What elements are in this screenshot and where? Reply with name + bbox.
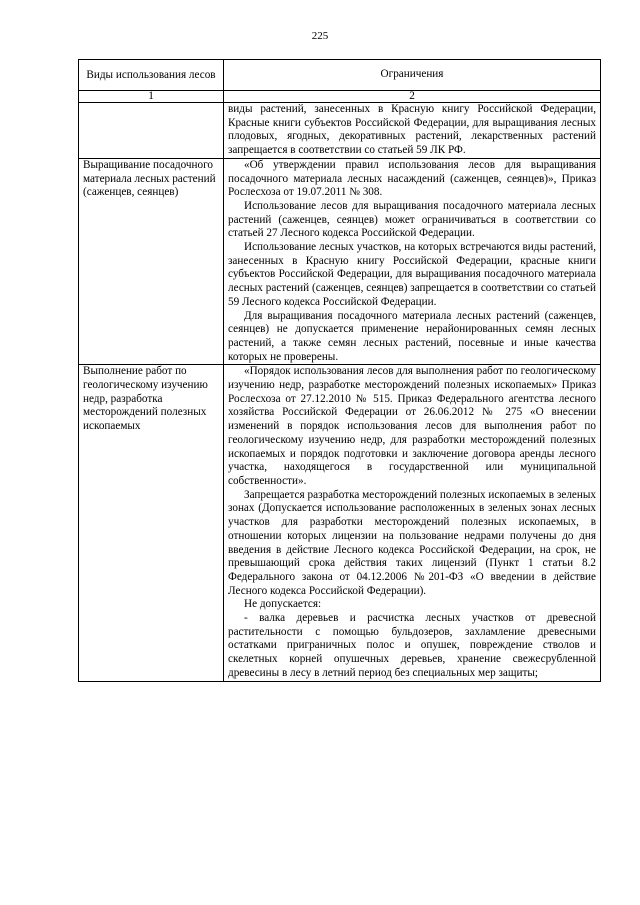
- table-row: [79, 103, 601, 159]
- restriction-paragraph: Не допускается:: [244, 598, 322, 611]
- restriction-paragraph: «Порядок использования лесов для выполнения работ по геологическому изучению недр, разработке месторождений полезных ископаемых» Приказ Рослесхоза от 27.12.2010 № 515. Приказ Федерального агентства лесного хозяйства Российской Федерации от 26.06.2012 № 275 «О внесении изменений в порядок использования лесов для выполнения работ по геологическому изучению недр, для разработки месторождений полезных ископаемых и порядок подготовки и заключение договора аренды лесного участка, находящегося в государственной или муниципальной собственности».: [228, 365, 596, 487]
- restriction-paragraph: - валка деревьев и расчистка лесных участков от древесной растительности с помощью бульдозеров, захламление древесными остатками приграничных полос и опушек, повреждение стволов и скелетных корней опушечных деревьев, хранение свежесрубленной древесины в лесу в летний период без специальных мер защиты;: [228, 612, 596, 679]
- usage-type-cell: [79, 103, 224, 159]
- table-numbering-row: [79, 91, 601, 103]
- usage-type-cell: Выполнение работ по геологическому изучению недр, разработка месторождений полезных ископаемых: [79, 365, 224, 681]
- restriction-paragraph: «Об утверждении правил использования лесов для выращивания посадочного материала лесных насаждений (саженцев, сеянцев)», Приказ Рослесхоза от 19.07.2011 № 308.: [228, 158, 596, 199]
- column-number-1: 1: [79, 91, 224, 103]
- restrictions-cell: [224, 158, 601, 365]
- column-number-2: 2: [224, 91, 601, 103]
- table-row: [79, 158, 601, 365]
- table-header-row: [79, 60, 601, 91]
- restrictions-cell: [224, 365, 601, 681]
- restrictions-table: [78, 59, 601, 682]
- header-usage-types: Виды использования лесов: [79, 60, 224, 91]
- restriction-paragraph: Использование лесов для выращивания посадочного материала лесных растений (саженцев, сеянцев) может ограничиваться в соответствии со статьей 27 Лесного кодекса Российской Федерации.: [228, 199, 596, 240]
- usage-type-cell: Выращивание посадочного материала лесных растений (саженцев, сеянцев): [79, 158, 224, 365]
- restrictions-cell: [224, 103, 601, 159]
- restriction-paragraph: Запрещается разработка месторождений полезных ископаемых в зеленых зонах (Допускается использование расположенных в зеленых зонах лесных участков для разработки месторождений полезных ископаемых, в отношении которых лицензии на пользование недрами получены до дня введения в действие Лесного кодекса Российской Федерации, на срок, не превышающий срока действия таких лицензий (Пункт 1 статьи 8.2 Федерального закона от 04.12.2006 №201-ФЗ «О введении в действие Лесного кодекса Российской Федерации).: [228, 488, 596, 597]
- page-number: 225: [311, 30, 329, 42]
- header-restrictions: Ограничения: [224, 60, 601, 91]
- table-row: [79, 365, 601, 681]
- restriction-paragraph: Использование лесных участков, на которых встречаются виды растений, занесенных в Красную книгу Российской Федерации, красные книги субъектов Российской Федерации, для выращивания посадочного материала лесных растений (саженцев, сеянцев) запрещается в соответствии со статьей 59 Лесного кодекса Российской Федерации.: [228, 241, 596, 308]
- restriction-paragraph: виды растений, занесенных в Красную книгу Российской Федерации, Красные книги субъектов Российской Федерации, для выращивания лесных плодовых, ягодных, декоративных растений, лекарственных растений запрещается в соответствии со статьей 59 ЛК РФ.: [228, 103, 596, 157]
- restriction-paragraph: Для выращивания посадочного материала лесных растений (саженцев, сеянцев) не допускается применение нерайонированных семян лесных растений, а также семян лесных растений, посевные и иные качества которых не проверены.: [228, 309, 596, 363]
